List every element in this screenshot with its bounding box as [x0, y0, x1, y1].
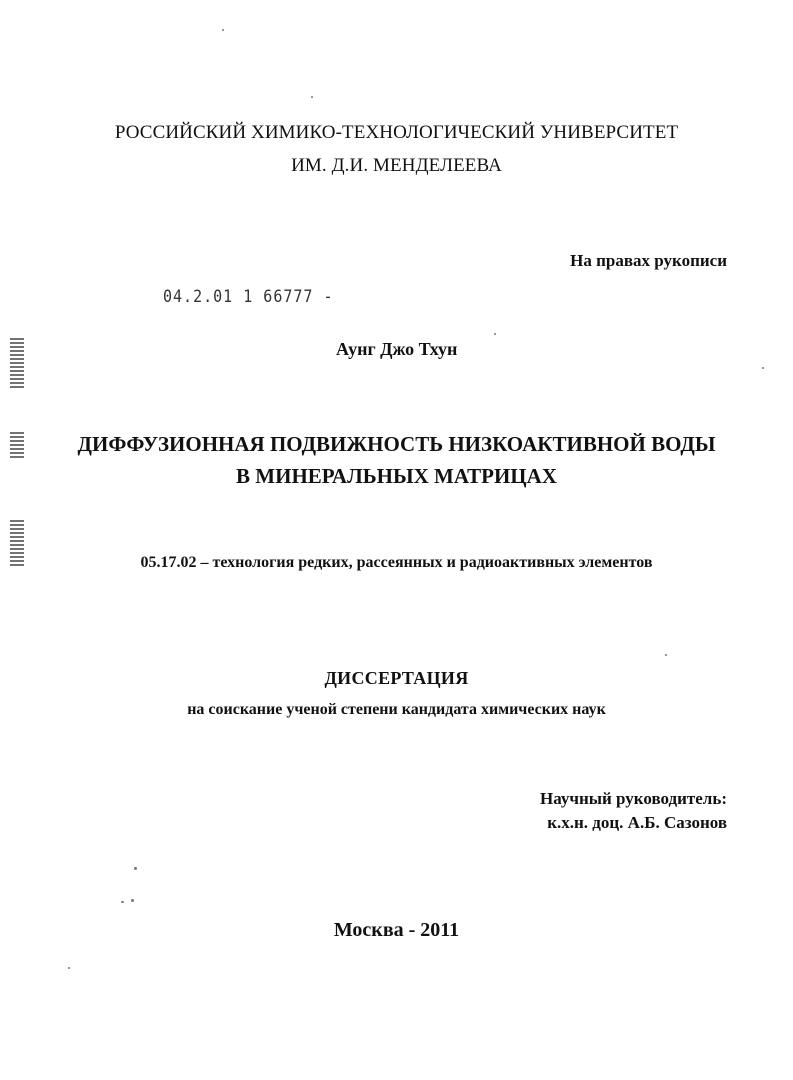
advisor-label: Научный руководитель: [540, 789, 727, 808]
registration-stamp-number: 04.2.01 1 66777 - [163, 286, 334, 307]
university-name-line1: РОССИЙСКИЙ ХИМИКО-ТЕХНОЛОГИЧЕСКИЙ УНИВЕРСИТЕТ [114, 122, 679, 143]
scan-speck [494, 333, 496, 335]
scan-speck [121, 901, 124, 903]
thesis-title [0, 428, 793, 492]
advisor-name: к.х.н. доц. А.Б. Сазонов [547, 813, 727, 832]
scan-speck [311, 96, 313, 98]
scan-margin-artifact [10, 338, 24, 388]
scan-margin-artifact [10, 520, 24, 568]
scan-speck [762, 367, 764, 369]
author-name: Аунг Джо Тхун [336, 339, 458, 359]
university-name-line2: ИМ. Д.И. МЕНДЕЛЕЕВА [291, 155, 502, 176]
document-type: ДИССЕРТАЦИЯ [324, 668, 469, 688]
scan-speck [68, 967, 70, 969]
city-year: Москва - 2011 [333, 919, 460, 941]
scan-speck [665, 654, 667, 656]
thesis-title-line2: В МИНЕРАЛЬНЫХ МАТРИЦАХ [236, 464, 557, 488]
manuscript-rights-note: На правах рукописи [570, 251, 727, 270]
scan-speck [131, 899, 134, 902]
scan-margin-artifact [10, 432, 24, 458]
scan-speck [222, 29, 224, 31]
scan-speck [134, 867, 137, 870]
degree-purpose: на соискание ученой степени кандидата химических наук [187, 701, 606, 718]
thesis-title-line1: ДИФФУЗИОННАЯ ПОДВИЖНОСТЬ НИЗКОАКТИВНОЙ ВОДЫ [77, 432, 716, 456]
specialty-code: 05.17.02 – технология редких, рассеянных и радиоактивных элементов [140, 554, 653, 571]
